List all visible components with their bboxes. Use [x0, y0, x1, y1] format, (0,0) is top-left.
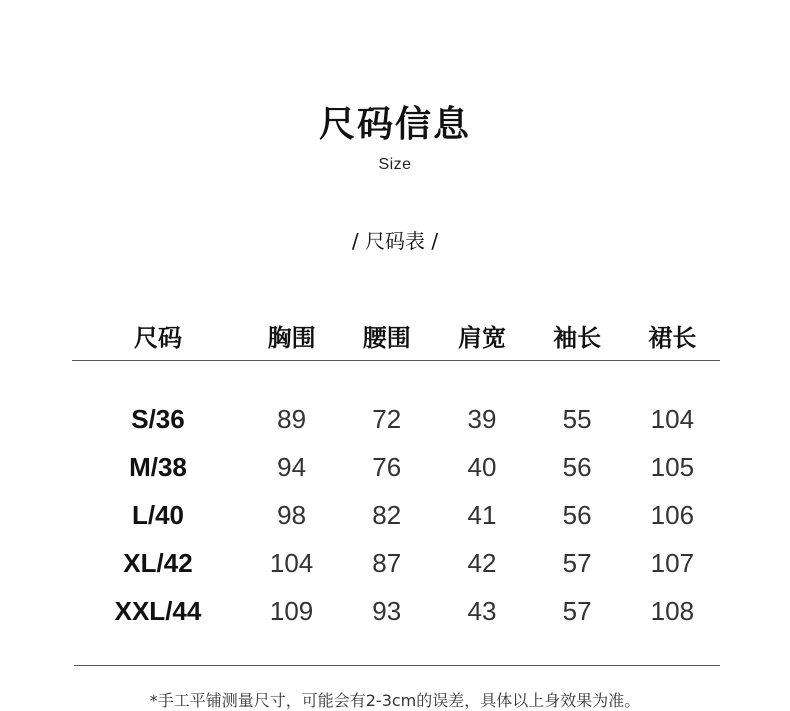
- size-cell: L/40: [131, 499, 184, 530]
- header-shoulder: 肩宽: [457, 323, 506, 352]
- waist-cell: 82: [372, 499, 402, 530]
- header-bust: 胸围: [267, 323, 316, 352]
- sleeve-cell: 56: [562, 451, 592, 482]
- section-label: / 尺码表 /: [351, 229, 439, 253]
- table-row: [72, 443, 720, 491]
- header-sleeve: 袖长: [553, 323, 602, 352]
- skirt-length-cell: 106: [650, 499, 695, 530]
- measurement-footnote: *手工平铺测量尺寸，可能会有2-3cm的误差，具体以上身效果为准。: [149, 691, 641, 710]
- table-row: [72, 587, 720, 635]
- bust-cell: 98: [277, 499, 307, 530]
- sleeve-cell: 57: [562, 595, 592, 626]
- shoulder-cell: 41: [467, 499, 497, 530]
- size-cell: S/36: [131, 403, 185, 434]
- size-cell: XL/42: [123, 547, 193, 578]
- waist-cell: 76: [372, 451, 402, 482]
- bust-cell: 109: [269, 595, 314, 626]
- header-skirt-length: 裙长: [648, 323, 697, 352]
- table-row: [72, 361, 720, 444]
- bottom-divider: [74, 665, 720, 666]
- header-waist: 腰围: [362, 323, 411, 352]
- sleeve-cell: 57: [562, 547, 592, 578]
- shoulder-cell: 39: [467, 403, 497, 434]
- waist-cell: 93: [372, 595, 402, 626]
- size-table: [72, 310, 720, 635]
- bust-cell: 89: [277, 403, 307, 434]
- waist-cell: 87: [372, 547, 402, 578]
- table-row: [72, 491, 720, 539]
- page-title: 尺码信息: [318, 104, 471, 145]
- skirt-length-cell: 104: [650, 403, 695, 434]
- table-header-row: [72, 310, 720, 361]
- waist-cell: 72: [372, 403, 402, 434]
- size-cell: M/38: [129, 451, 187, 482]
- shoulder-cell: 43: [467, 595, 497, 626]
- page-subtitle: Size: [378, 156, 412, 173]
- size-cell: XXL/44: [114, 595, 202, 626]
- sleeve-cell: 55: [562, 403, 592, 434]
- bust-cell: 104: [269, 547, 314, 578]
- shoulder-cell: 40: [467, 451, 497, 482]
- table-row: [72, 539, 720, 587]
- sleeve-cell: 56: [562, 499, 592, 530]
- skirt-length-cell: 107: [650, 547, 695, 578]
- shoulder-cell: 42: [467, 547, 497, 578]
- skirt-length-cell: 105: [650, 451, 695, 482]
- header-size: 尺码: [133, 323, 182, 352]
- skirt-length-cell: 108: [650, 595, 695, 626]
- bust-cell: 94: [277, 451, 307, 482]
